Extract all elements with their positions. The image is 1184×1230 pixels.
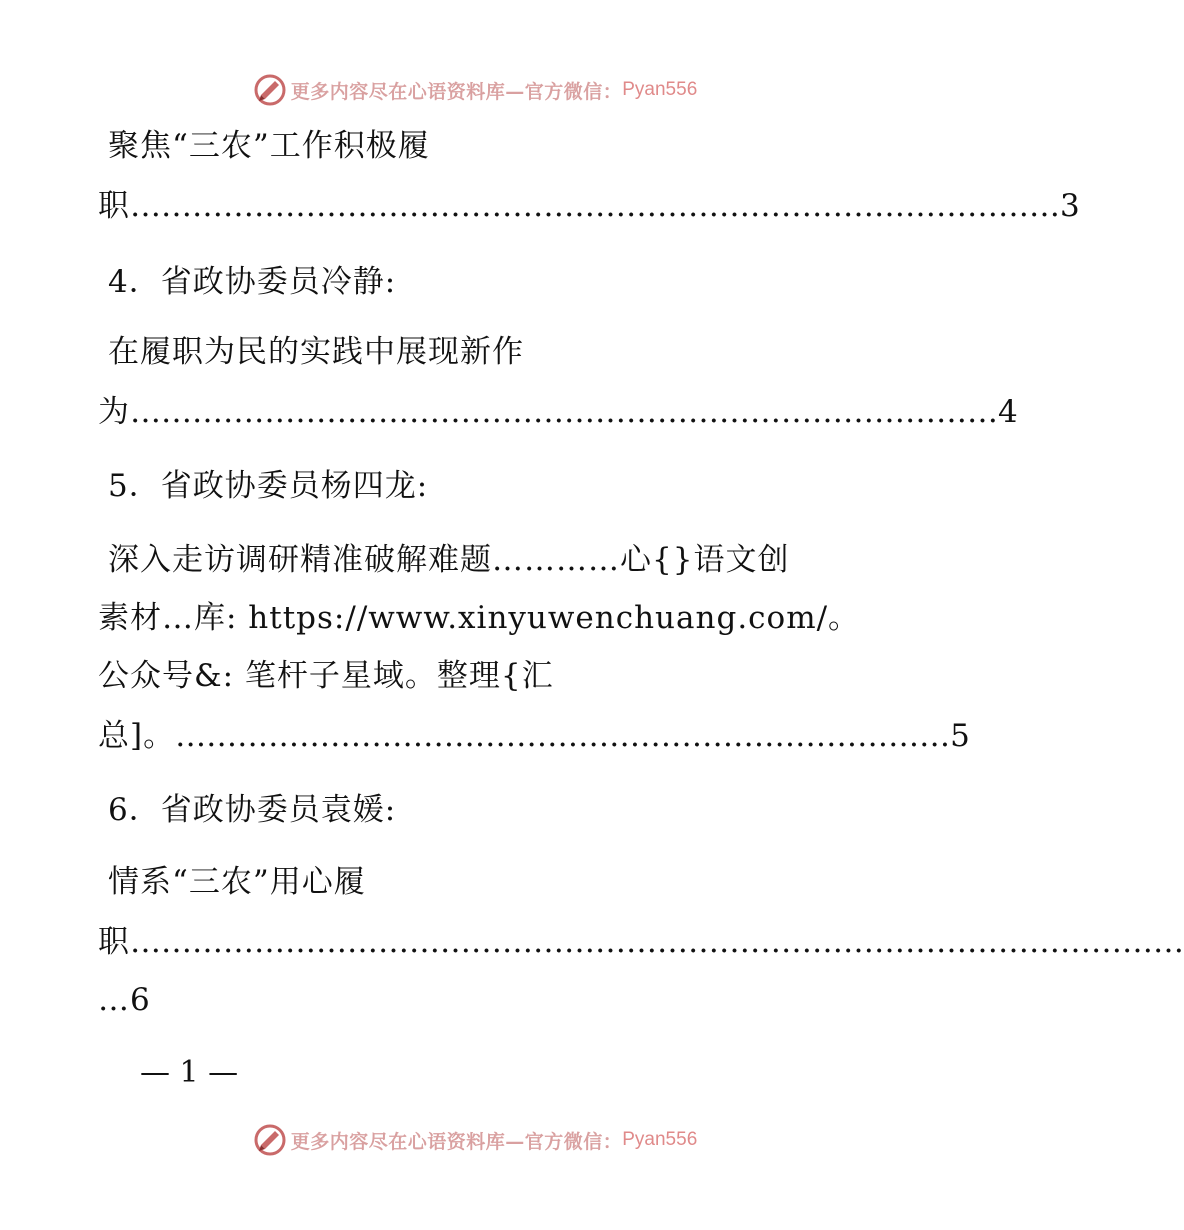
toc-entry-text: 职 xyxy=(98,924,130,960)
toc-entry-title: 在履职为民的实践中展现新作 xyxy=(108,334,524,370)
watermark-handle: Pyan556 xyxy=(622,1129,698,1150)
toc-leader-dots: ……………………………………………………………………………… xyxy=(130,188,1060,224)
toc-page-number: 3 xyxy=(1060,188,1081,224)
watermark-text: 更多内容尽在心语资料库—官方微信： xyxy=(290,1130,623,1153)
toc-entry-line xyxy=(98,922,1184,962)
toc-entry-text: 总]。 xyxy=(98,718,176,754)
toc-entry-text: 职 xyxy=(98,188,130,224)
toc-page-number: 4 xyxy=(998,394,1019,430)
watermark-text: 更多内容尽在心语资料库—官方微信： xyxy=(290,80,623,103)
toc-page-number: …6 xyxy=(98,982,151,1018)
toc-entry-text: 为 xyxy=(98,394,130,430)
watermark-logo-icon xyxy=(253,1123,287,1157)
toc-leader-dots: ………………………………………………………………………… xyxy=(130,394,998,430)
toc-leader-dots: ………………………………………………………………………………………… xyxy=(130,924,1184,960)
watermark-footer xyxy=(0,1120,950,1160)
toc-entry-line xyxy=(98,392,1019,432)
toc-leader-dots: ………………………………………………………………… xyxy=(175,718,951,754)
page-number: — 1 — xyxy=(140,1055,239,1090)
toc-entry-heading: 5．省政协委员杨四龙: xyxy=(108,468,429,504)
toc-page-number: 5 xyxy=(950,718,971,754)
watermark-handle: Pyan556 xyxy=(622,79,698,100)
toc-entry-text: 公众号&: 笔杆子星域。整理{汇 xyxy=(98,658,554,694)
toc-entry-text: 素材…库: https://www.xinyuwenchuang.com/。 xyxy=(98,600,861,636)
toc-entry-heading: 4．省政协委员冷静: xyxy=(108,264,397,300)
watermark-header xyxy=(0,70,950,110)
toc-entry-title: 情系“三农”用心履 xyxy=(108,864,366,900)
toc-entry-heading: 6．省政协委员袁媛: xyxy=(108,792,397,828)
toc-entry-line xyxy=(98,716,971,756)
toc-entry-title: 聚焦“三农”工作积极履 xyxy=(108,128,430,164)
toc-entry-title: 深入走访调研精准破解难题…………心{}语文创 xyxy=(108,542,790,578)
toc-entry-line xyxy=(98,186,1081,226)
watermark-logo-icon xyxy=(253,73,287,107)
